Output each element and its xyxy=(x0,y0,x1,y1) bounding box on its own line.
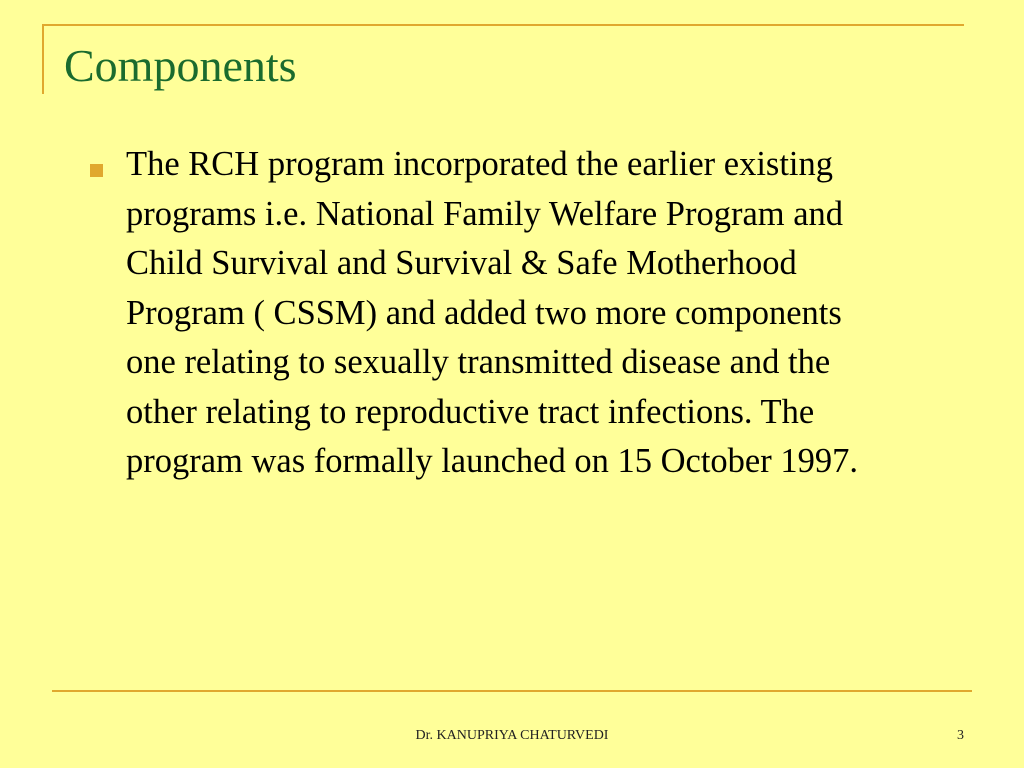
square-bullet-icon xyxy=(90,164,103,177)
footer-rule xyxy=(52,690,972,692)
page-number: 3 xyxy=(957,728,964,743)
bullet-item xyxy=(90,140,870,487)
bullet-list xyxy=(90,140,870,487)
bullet-text: The RCH program incorporated the earlier existing programs i.e. National Family Welfare Program and Child Survival and Survival & Safe Motherhood Program ( CSSM) and added two more components one relating to sexually transmitted disease and the other relating to reproductive tract infections. The program was formally launched on 15 October 1997. xyxy=(126,145,858,480)
title-rule-top xyxy=(42,24,964,26)
footer-author: Dr. KANUPRIYA CHATURVEDI xyxy=(415,728,609,743)
slide-title: Components xyxy=(64,40,297,91)
title-rule-left xyxy=(42,24,44,94)
